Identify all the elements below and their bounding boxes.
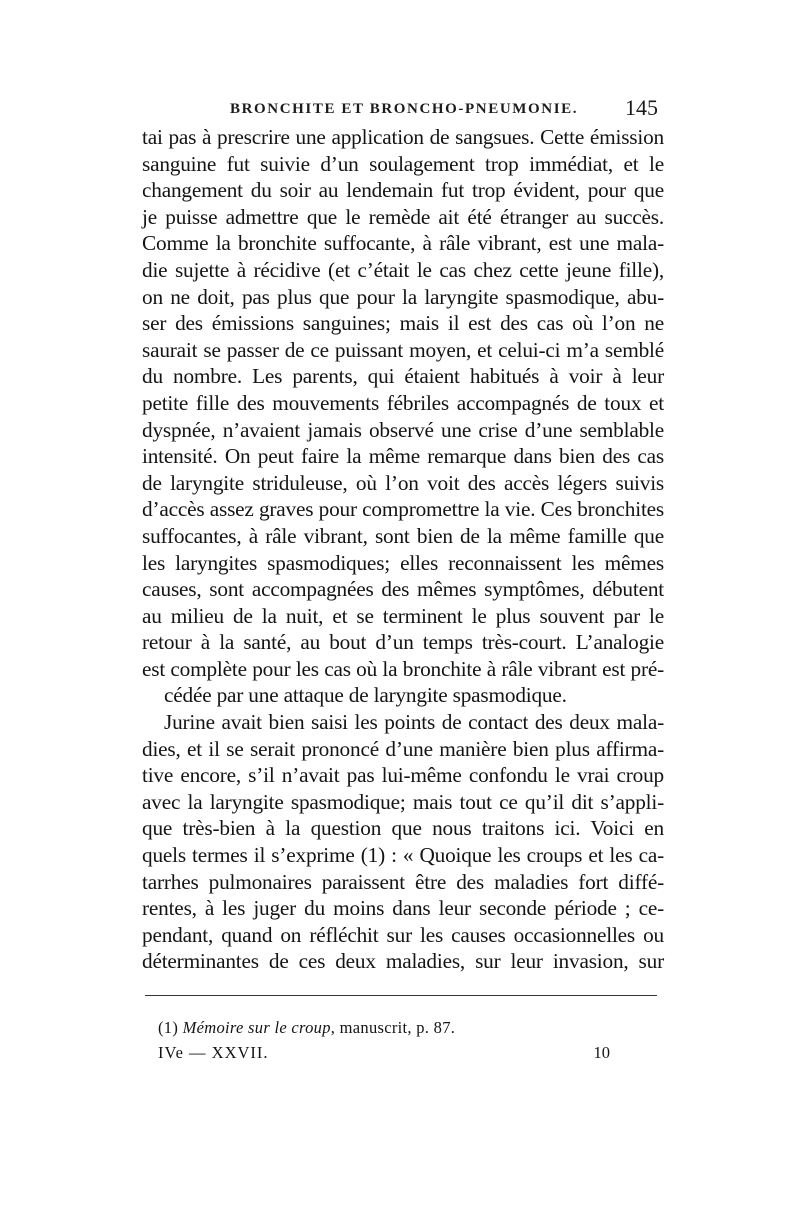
text-line: changement du soir au lendemain fut trop évident, pour que xyxy=(142,178,664,203)
text-line: dyspnée, n’avaient jamais observé une crise d’une semblable xyxy=(142,417,664,442)
footnote xyxy=(158,1018,455,1038)
sheet-number: 10 xyxy=(593,1043,610,1062)
text-line: d’accès assez graves pour compromettre la vie. Ces bronchites xyxy=(142,497,664,522)
running-head xyxy=(142,95,662,121)
text-line: die sujette à récidive (et c’était le cas chez cette jeune fille), xyxy=(142,257,664,282)
text-line: Jurine avait bien saisi les points de contact des deux mala- xyxy=(164,710,664,735)
text-line: tarrhes pulmonaires paraissent être des maladies fort diffé- xyxy=(142,869,664,894)
footnote-rule xyxy=(145,995,657,996)
text-line: quels termes il s’exprime (1) : « Quoique les croups et les ca- xyxy=(142,843,664,868)
text-line: au milieu de la nuit, et se terminent le plus souvent par le xyxy=(142,603,664,628)
text-line: on ne doit, pas plus que pour la laryngite spasmodique, abu- xyxy=(142,284,664,309)
text-line: cédée par une attaque de laryngite spasmodique. xyxy=(164,683,567,708)
text-line: du nombre. Les parents, qui étaient habitués à voir à leur xyxy=(142,364,664,389)
text-line: sanguine fut suivie d’un soulagement trop immédiat, et le xyxy=(142,151,664,176)
text-line: intensité. On peut faire la même remarque dans bien des cas xyxy=(142,444,664,469)
printer-signature: IVe — XXVII. xyxy=(158,1043,269,1062)
text-line: les laryngites spasmodiques; elles reconnaissent les mêmes xyxy=(142,550,664,575)
body-text xyxy=(142,124,664,975)
text-line: je puisse admettre que le remède ait été étranger au succès. xyxy=(142,204,664,229)
text-line: tive encore, s’il n’avait pas lui-même confondu le vrai croup xyxy=(142,763,664,788)
text-line: dies, et il se serait prononcé d’une manière bien plus affirma- xyxy=(142,736,664,761)
text-line: saurait se passer de ce puissant moyen, et celui-ci m’a semblé xyxy=(142,337,664,362)
footnote-marker: (1) xyxy=(158,1018,179,1037)
footnote-rest: , manuscrit, p. 87. xyxy=(330,1018,456,1037)
page-number: 145 xyxy=(625,95,658,120)
running-title: BRONCHITE ET BRONCHO-PNEUMONIE. xyxy=(230,101,579,117)
text-line: suffocantes, à râle vibrant, sont bien de la même famille que xyxy=(142,523,664,548)
text-line: causes, sont accompagnées des mêmes symptômes, débutent xyxy=(142,577,664,602)
text-line: avec la laryngite spasmodique; mais tout ce qu’il dit s’appli- xyxy=(142,789,664,814)
text-line: retour à la santé, au bout d’un temps très-court. L’analogie xyxy=(142,630,664,655)
text-line: tai pas à prescrire une application de sangsues. Cette émission xyxy=(142,125,664,149)
text-line: pendant, quand on réfléchit sur les causes occasionnelles ou xyxy=(142,922,664,947)
text-line: de laryngite striduleuse, où l’on voit des accès légers suivis xyxy=(142,470,664,495)
text-line: petite fille des mouvements fébriles accompagnés de toux et xyxy=(142,390,664,415)
text-line: rentes, à les juger du moins dans leur seconde période ; ce- xyxy=(142,896,664,921)
text-line: déterminantes de ces deux maladies, sur leur invasion, sur xyxy=(142,949,664,974)
signature-line xyxy=(158,1043,618,1065)
footnote-title: Mémoire sur le croup xyxy=(182,1018,331,1037)
text-line: que très-bien à la question que nous traitons ici. Voici en xyxy=(142,816,664,841)
text-line: Comme la bronchite suffocante, à râle vibrant, est une mala- xyxy=(142,231,664,256)
text-line: ser des émissions sanguines; mais il est des cas où l’on ne xyxy=(142,311,664,336)
text-line: est complète pour les cas où la bronchite à râle vibrant est pré- xyxy=(142,656,664,681)
